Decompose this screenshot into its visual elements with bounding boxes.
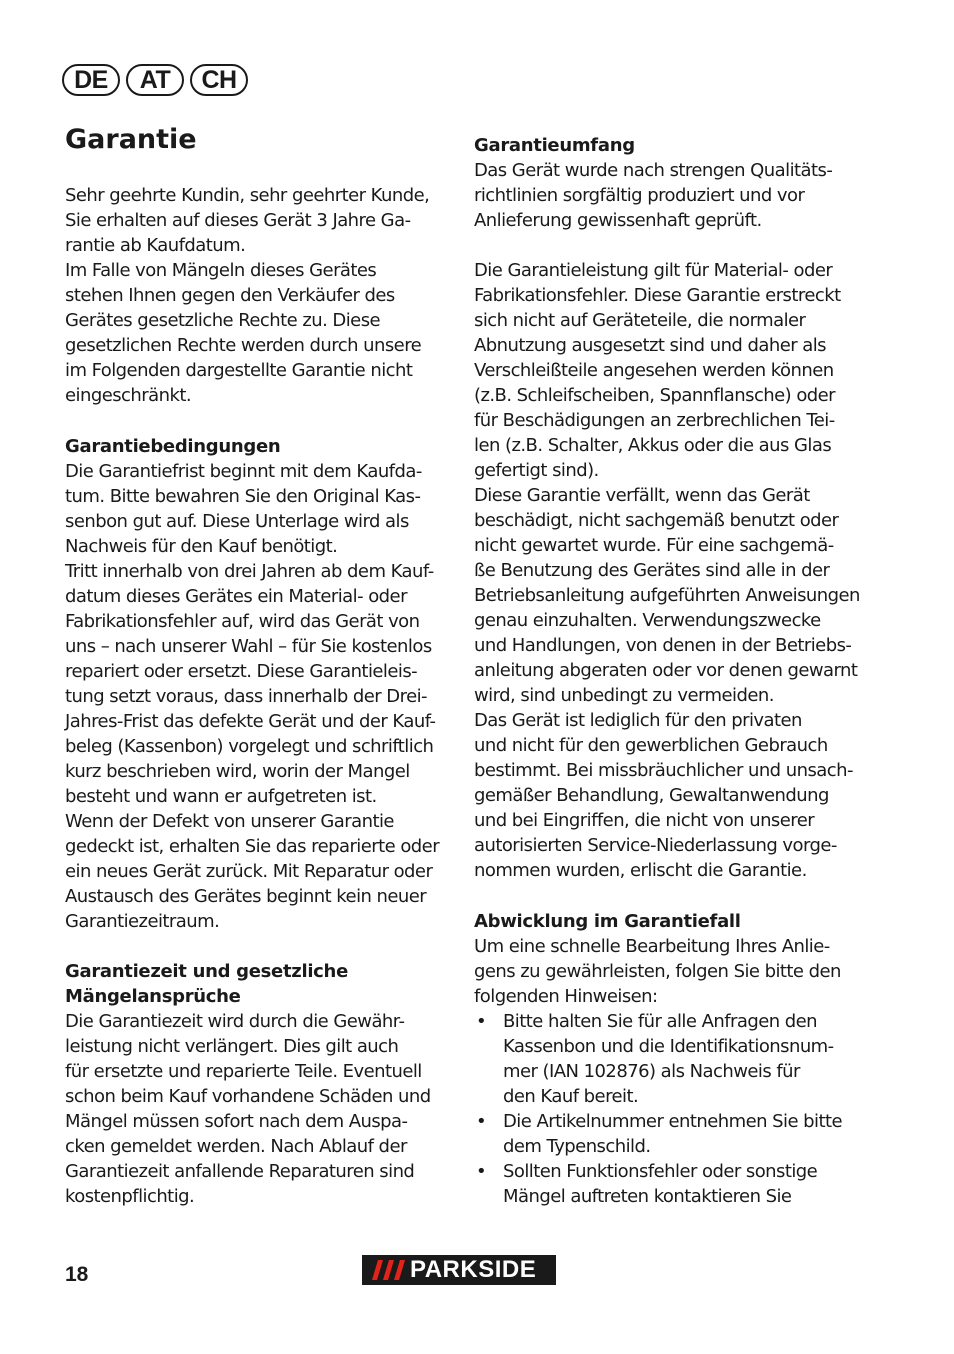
scope-text-1: Das Gerät wurde nach strengen Qualitäts- richtlinien sorgfältig produziert und vor Anlieferung gewissenhaft geprüft. <box>474 160 833 231</box>
list-item: • Bitte halten Sie für alle Anfragen den Kassenbon und die Identifikationsnum- mer (IAN 102876) als Nachweis für den Kauf bereit. <box>474 1009 866 1109</box>
intro-block <box>65 183 450 408</box>
period-text: Die Garantiezeit wird durch die Gewähr- leistung nicht verlängert. Dies gilt auch für ersetzte und reparierte Teile. Eventuell schon beim Kauf vorhandene Schäden und Mängel müssen sofort nach dem Auspa- cken gemeldet werden. Nach Ablauf der Garantiezeit anfallende Reparaturen sind kostenpflichtig. <box>65 1011 431 1207</box>
scope-heading: Garantieumfang <box>474 135 635 156</box>
scope-text-2: Die Garantieleistung gilt für Material- oder Fabrikationsfehler. Diese Garantie erstreckt sich nicht auf Geräteteile, die normaler Abnutzung ausgesetzt sind und daher als Verschleißteile angesehen werden können (z.B. Schleifscheiben, Spannflansche) oder für Beschädigungen an zerbrechlichen Tei- len (z.B. Schalter, Akkus oder die aus Glas gefertigt sind). Diese Garantie verfällt, wenn das Gerät beschädigt, nicht sachgemäß benutzt oder nicht gewartet wurde. Für eine sachgemä- ße Benutzung des Gerätes sind alle in der Betriebsanleitung aufgeführten Anweisungen genau einzuhalten. Verwendungszwecke und Handlungen, von denen in der Betriebs- anleitung abgeraten oder vor denen gewarnt wird, sind unbedingt zu vermeiden. Das Gerät ist lediglich für den privaten und nicht für den gewerblichen Gebrauch bestimmt. Bei missbräuchlicher und unsach- gemäßer Behandlung, Gewaltanwendung und bei Eingriffen, die nicht von unserer autorisierten Service-Niederlassung vorge- nommen wurden, erlischt die Garantie. <box>474 260 860 881</box>
handling-heading: Abwicklung im Garantiefall <box>474 911 741 932</box>
handling-list <box>474 1009 866 1209</box>
period-block <box>65 959 450 1209</box>
intro-text: Sehr geehrte Kundin, sehr geehrter Kunde, Sie erhalten auf dieses Gerät 3 Jahre Ga- rantie ab Kaufdatum. Im Falle von Mängeln dieses Gerätes stehen Ihnen gegen den Verkäufer des Gerätes gesetzliche Rechte zu. Diese gesetzlichen Rechte werden durch unsere im Folgenden dargestellte Garantie nicht eingeschränkt. <box>65 185 430 406</box>
logo-text: PARKSIDE <box>410 1256 537 1283</box>
handling-text: Um eine schnelle Bearbeitung Ihres Anlie- gens zu gewährleisten, folgen Sie bitte den folgenden Hinweisen: <box>474 936 841 1007</box>
conditions-text: Die Garantiefrist beginnt mit dem Kaufda- tum. Bitte bewahren Sie den Original Kas- senbon gut auf. Diese Unterlage wird als Nachweis für den Kauf benötigt. Tritt innerhalb von drei Jahren ab dem Kauf- datum dieses Gerätes ein Material- oder Fabrikationsfehler auf, wird das Gerät von uns – nach unserer Wahl – für Sie kostenlos repariert oder ersetzt. Diese Garantieleis- tung setzt voraus, dass innerhalb der Drei- Jahres-Frist das defekte Gerät und der Kauf- beleg (Kassenbon) vorgelegt und schriftlich kurz beschrieben wird, worin der Mangel besteht und wann er aufgetreten ist. Wenn der Defekt von unserer Garantie gedeckt ist, erhalten Sie das reparierte oder ein neues Gerät zurück. Mit Reparatur oder Austausch des Gerätes beginnt kein neuer Garantiezeitraum. <box>65 461 440 932</box>
conditions-heading: Garantiebedingungen <box>65 436 281 457</box>
parkside-logo <box>362 1255 556 1285</box>
list-item: • Die Artikelnummer entnehmen Sie bitte dem Typenschild. <box>474 1109 866 1159</box>
scope-block <box>474 133 866 233</box>
page-title: Garantie <box>65 124 197 155</box>
country-badge-ch: CH <box>190 64 248 96</box>
logo-stripes-icon <box>366 1258 408 1282</box>
country-badge-at: AT <box>126 64 184 96</box>
period-heading: Garantiezeit und gesetzliche Mängelansprüche <box>65 961 348 1007</box>
handling-block <box>474 909 866 1209</box>
conditions-block <box>65 434 450 934</box>
country-badges <box>62 64 248 96</box>
page-number: 18 <box>65 1263 89 1286</box>
list-item: • Sollten Funktionsfehler oder sonstige Mängel auftreten kontaktieren Sie <box>474 1159 866 1209</box>
scope-block-2 <box>474 258 866 883</box>
country-badge-de: DE <box>62 64 120 96</box>
